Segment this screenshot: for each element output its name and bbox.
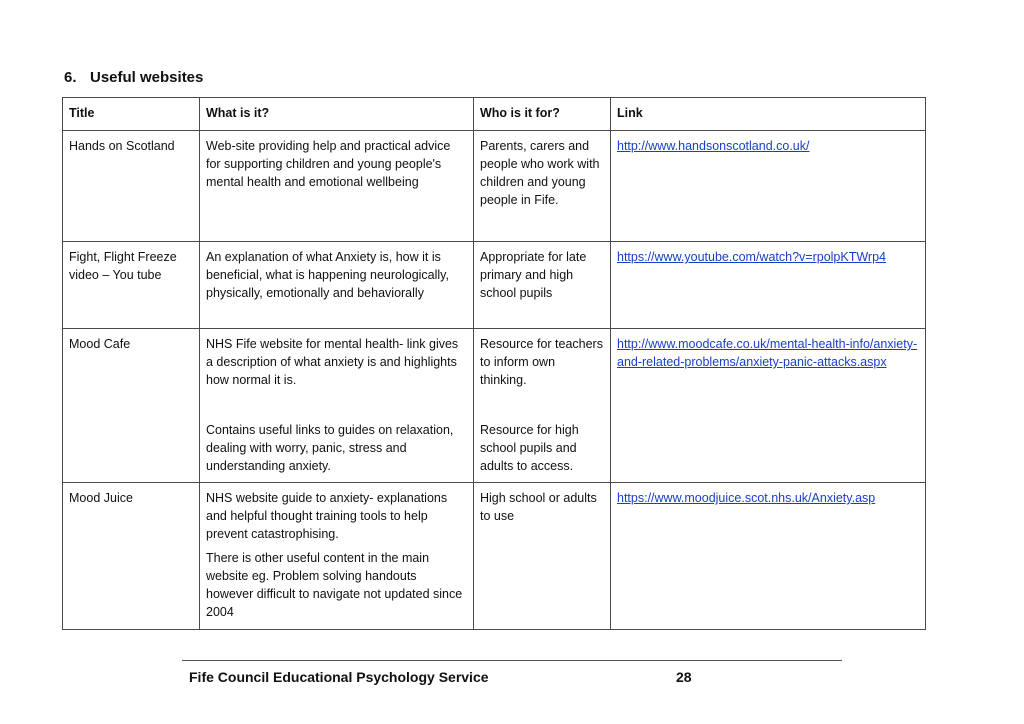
footer-organisation: Fife Council Educational Psychology Service	[189, 669, 489, 685]
cell-what	[200, 242, 474, 329]
cell-what	[200, 483, 474, 630]
cell-link	[611, 329, 926, 483]
website-link[interactable]: https://www.moodjuice.scot.nhs.uk/Anxiety.asp	[617, 491, 876, 505]
cell-who	[474, 329, 611, 483]
footer-divider	[182, 660, 842, 661]
cell-title: Fight, Flight Freeze video – You tube	[63, 242, 200, 329]
cell-who-text: High school or adults to use	[480, 491, 597, 523]
cell-what-text: There is other useful content in the main website eg. Problem solving handouts however difficult to navigate not updated since 2004	[206, 551, 463, 619]
website-link[interactable]: https://www.youtube.com/watch?v=rpolpKTWrp4	[617, 250, 886, 264]
table-header-row	[63, 98, 926, 131]
column-header-title: Title	[63, 98, 200, 131]
cell-what-text: Contains useful links to guides on relaxation, dealing with worry, panic, stress and understanding anxiety.	[206, 423, 454, 473]
cell-title: Mood Cafe	[63, 329, 200, 483]
cell-who-text: Appropriate for late primary and high school pupils	[480, 250, 587, 300]
page-number: 28	[676, 669, 692, 685]
cell-link	[611, 131, 926, 242]
website-link[interactable]: http://www.moodcafe.co.uk/mental-health-info/anxiety-and-related-problems/anxiety-panic-attacks.aspx	[617, 337, 918, 369]
section-heading	[64, 68, 203, 88]
cell-who-text: Resource for high school pupils and adults to access.	[480, 423, 579, 473]
cell-what	[200, 131, 474, 242]
cell-what-text: NHS website guide to anxiety- explanations and helpful thought training tools to help prevent catastrophising.	[206, 491, 448, 541]
table-row	[63, 483, 926, 630]
cell-what-text: Web-site providing help and practical advice for supporting children and young people's mental health and emotional wellbeing	[206, 139, 451, 189]
column-header-what: What is it?	[200, 98, 474, 131]
column-header-who: Who is it for?	[474, 98, 611, 131]
cell-title: Hands on Scotland	[63, 131, 200, 242]
cell-link	[611, 242, 926, 329]
cell-what-text: An explanation of what Anxiety is, how it is beneficial, what is happening neurologically, physically, emotionally and behaviorally	[206, 250, 449, 300]
cell-who-text: Parents, carers and people who work with children and young people in Fife.	[480, 139, 600, 207]
cell-title: Mood Juice	[63, 483, 200, 630]
section-number: 6.	[64, 69, 77, 86]
table-row	[63, 329, 926, 483]
cell-link	[611, 483, 926, 630]
table-row	[63, 131, 926, 242]
cell-who	[474, 131, 611, 242]
cell-who	[474, 483, 611, 630]
cell-what	[200, 329, 474, 483]
section-title: Useful websites	[90, 69, 204, 86]
website-link[interactable]: http://www.handsonscotland.co.uk/	[617, 139, 810, 153]
column-header-link: Link	[611, 98, 926, 131]
cell-who-text: Resource for teachers to inform own thinking.	[480, 337, 603, 387]
useful-websites-table	[62, 97, 926, 630]
cell-who	[474, 242, 611, 329]
cell-what-text: NHS Fife website for mental health- link gives a description of what anxiety is and highlights how normal it is.	[206, 337, 459, 387]
table-row	[63, 242, 926, 329]
